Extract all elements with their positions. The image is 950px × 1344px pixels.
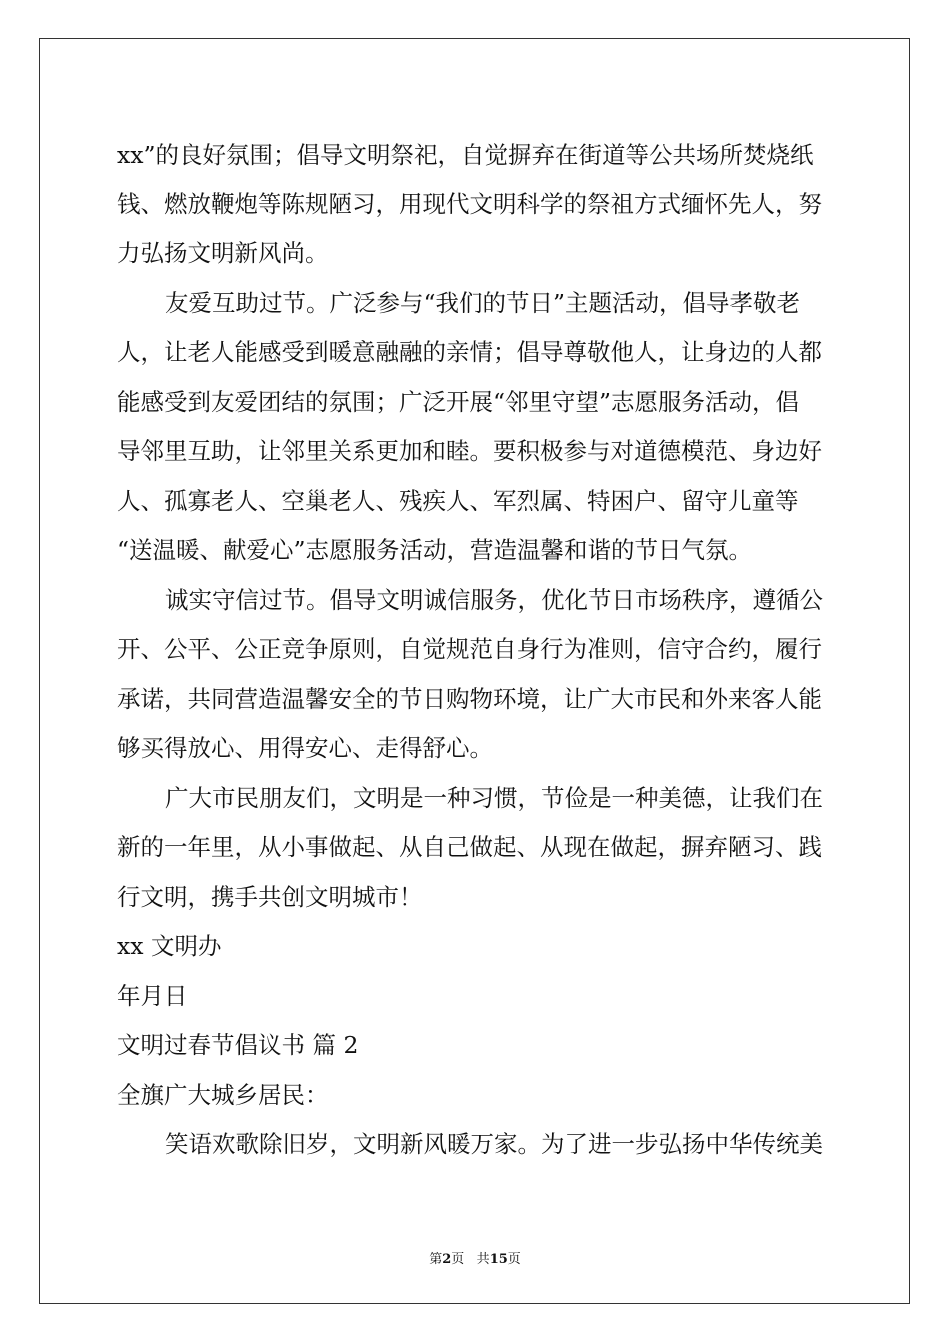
signature-date: 年月日 xyxy=(117,982,188,1010)
section-title: 文明过春节倡议书 篇 2 xyxy=(117,1031,359,1059)
text-line: “送温暖、献爱心”志愿服务活动，营造温馨和谐的节日气氛。 xyxy=(117,536,753,564)
salutation: 全旗广大城乡居民： xyxy=(117,1081,329,1109)
total-suffix: 页 xyxy=(507,1252,521,1267)
text-line: 笑语欢歌除旧岁，文明新风暖万家。为了进一步弘扬中华传统美 xyxy=(165,1130,823,1158)
text-line: 人，让老人能感受到暖意融融的亲情；倡导尊敬他人，让身边的人都 xyxy=(117,338,822,366)
total-prefix: 共 xyxy=(476,1252,490,1267)
text-line: 导邻里互助，让邻里关系更加和睦。要积极参与对道德模范、身边好 xyxy=(117,437,822,465)
text-line: 人、孤寡老人、空巢老人、残疾人、军烈属、特困户、留守儿童等 xyxy=(117,487,799,515)
text-line: 诚实守信过节。倡导文明诚信服务，优化节日市场秩序，遵循公 xyxy=(165,586,823,614)
text-line: 能感受到友爱团结的氛围；广泛开展“邻里守望”志愿服务活动，倡 xyxy=(117,388,800,416)
page-footer xyxy=(0,1248,950,1267)
text-line: 行文明，携手共创文明城市！ xyxy=(117,883,423,911)
text-line: 力弘扬文明新风尚。 xyxy=(117,239,329,267)
text-line: 承诺，共同营造温馨安全的节日购物环境，让广大市民和外来客人能 xyxy=(117,685,822,713)
signature-office: xx 文明办 xyxy=(117,932,222,960)
text-line: 钱、燃放鞭炮等陈规陋习，用现代文明科学的祭祖方式缅怀先人，努 xyxy=(117,190,822,218)
text-line: 新的一年里，从小事做起、从自己做起、从现在做起，摒弃陋习、践 xyxy=(117,833,822,861)
page-number: 2 xyxy=(442,1252,452,1267)
page-prefix: 第 xyxy=(429,1252,443,1267)
text-line: xx”的良好氛围；倡导文明祭祀，自觉摒弃在街道等公共场所焚烧纸 xyxy=(117,141,814,169)
text-line: 广大市民朋友们，文明是一种习惯，节俭是一种美德，让我们在 xyxy=(165,784,823,812)
text-line: 友爱互助过节。广泛参与“我们的节日”主题活动，倡导孝敬老 xyxy=(165,289,801,317)
page-frame xyxy=(39,38,910,1304)
total-pages: 15 xyxy=(489,1252,508,1267)
page-suffix: 页 xyxy=(451,1252,465,1267)
text-line: 够买得放心、用得安心、走得舒心。 xyxy=(117,734,493,762)
text-line: 开、公平、公正竞争原则，自觉规范自身行为准则，信守合约，履行 xyxy=(117,635,822,663)
